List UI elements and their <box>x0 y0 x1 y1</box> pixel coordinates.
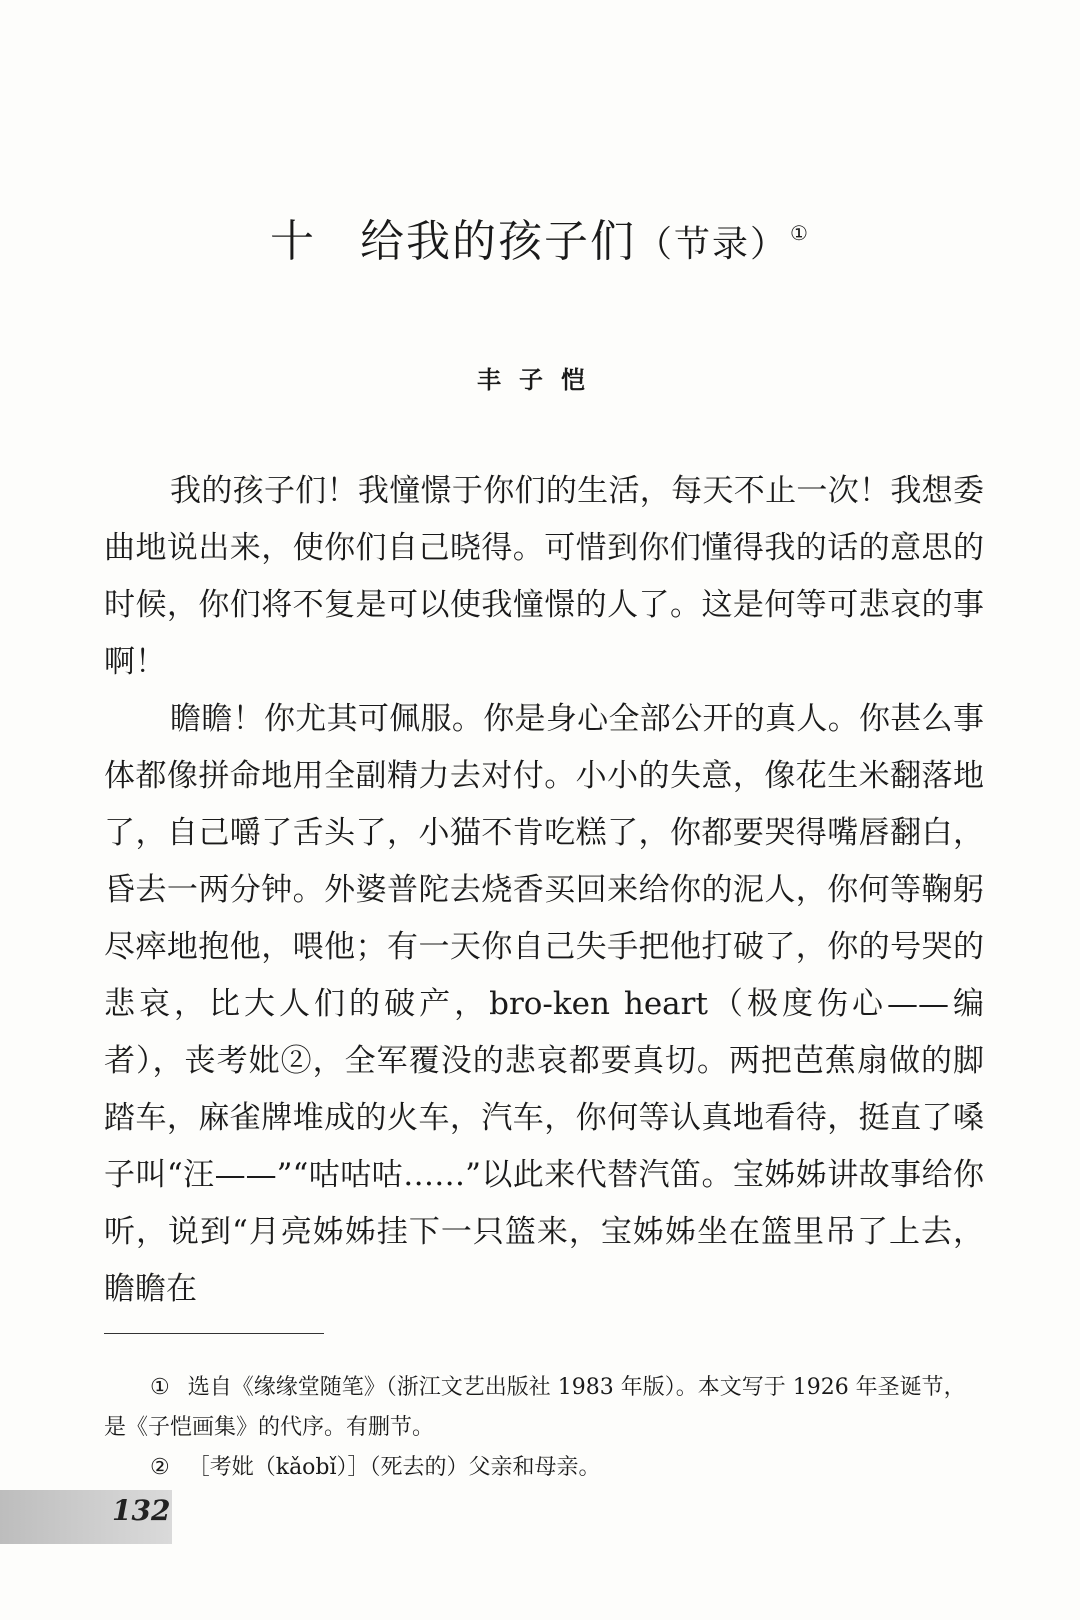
footnotes <box>104 1368 984 1488</box>
paragraph: 瞻瞻！你尤其可佩服。你是身心全部公开的真人。你甚么事体都像拼命地用全副精力去对付。小小的失意，像花生米翻落地了，自己嚼了舌头了，小猫不肯吃糕了，你都要哭得嘴唇翻白，昏去一两分钟。外婆普陀去烧香买回来给你的泥人，你何等鞠躬尽瘁地抱他，喂他；有一天你自己失手把他打破了，你的号哭的悲哀，比大人们的破产，bro-ken heart（极度伤心——编者），丧考妣②，全军覆没的悲哀都要真切。两把芭蕉扇做的脚踏车，麻雀牌堆成的火车，汽车，你何等认真地看待，挺直了嗓子叫“汪——”“咕咕咕……”以此来代替汽笛。宝姊姊讲故事给你听，说到“月亮姊姊挂下一只篮来，宝姊姊坐在篮里吊了上去，瞻瞻在 <box>104 701 984 1307</box>
chapter-title-sub: （节录） <box>636 224 789 265</box>
footnote-text: 选自《缘缘堂随笔》（浙江文艺出版社 1983 年版）。本文写于 1926 年圣诞节，是《子恺画集》的代序。有删节。 <box>104 1375 966 1440</box>
title-footnote-mark: ① <box>790 221 810 246</box>
footnote-mark: ① <box>150 1375 170 1400</box>
chapter-title-main: 给我的孩子们 <box>360 216 637 267</box>
footnote-item <box>104 1448 984 1488</box>
paragraph: 我的孩子们！我憧憬于你们的生活，每天不止一次！我想委曲地说出来，使你们自己晓得。可惜到你们懂得我的话的意思的时候，你们将不复是可以使我憧憬的人了。这是何等可悲哀的事啊！ <box>104 473 984 680</box>
chapter-number: 十 <box>270 216 317 267</box>
footnote-text: ［考妣（kǎobǐ）］（死去的）父亲和母亲。 <box>187 1455 601 1480</box>
page-number: 132 <box>112 1494 171 1527</box>
chapter-title <box>0 205 1080 269</box>
footnote-mark: ② <box>150 1455 170 1480</box>
footnote-divider <box>104 1333 324 1334</box>
footnote-item <box>104 1368 984 1448</box>
body-text <box>104 463 984 1318</box>
author-name: 丰子恺 <box>477 365 603 394</box>
